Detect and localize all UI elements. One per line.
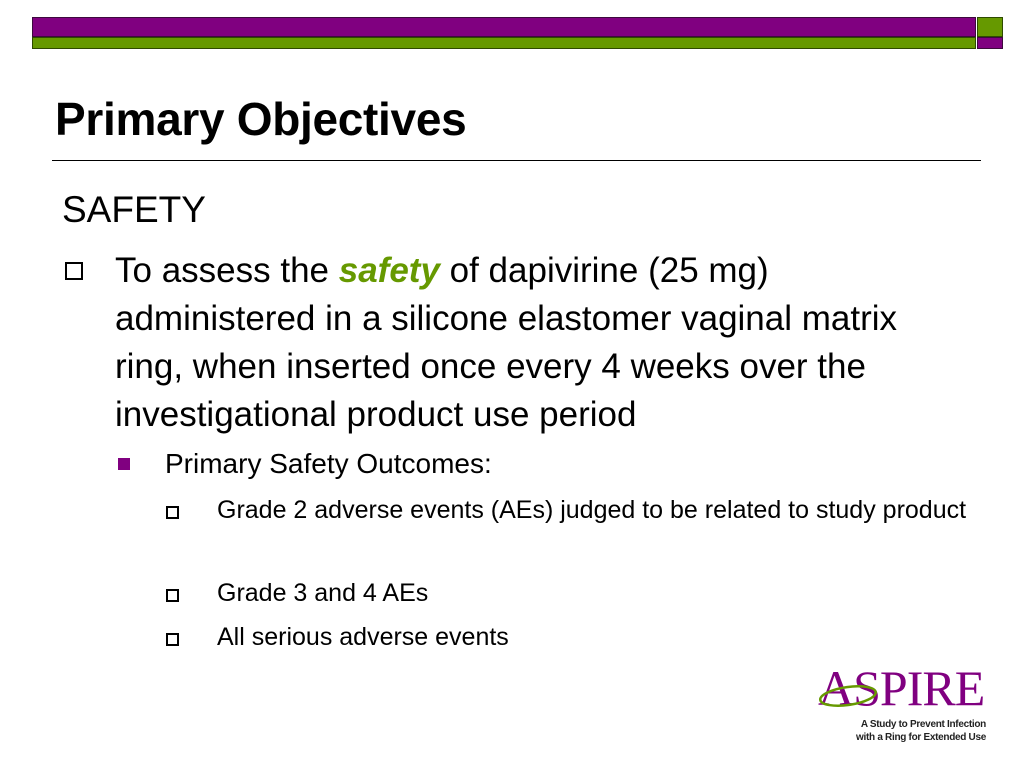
outcome-item: All serious adverse events: [217, 623, 509, 651]
logo-tagline-line-2: with a Ring for Extended Use: [856, 732, 986, 743]
title-divider: [52, 160, 981, 161]
objective-text: [115, 247, 965, 439]
logo-tagline: [856, 718, 986, 744]
logo-tagline-line-1: A Study to Prevent Infection: [860, 719, 986, 730]
hollow-square-bullet-icon: [166, 589, 179, 602]
objective-text-lead: To assess the: [115, 251, 339, 290]
slide-title: Primary Objectives: [55, 93, 467, 145]
hollow-square-bullet-icon: [166, 506, 179, 519]
header-square-purple: [977, 37, 1003, 49]
aspire-logo: [818, 660, 990, 746]
ring-swoosh-icon: [818, 674, 888, 714]
section-heading: SAFETY: [62, 189, 206, 230]
hollow-square-bullet-icon: [65, 262, 83, 280]
hollow-square-bullet-icon: [166, 633, 179, 646]
header-bar-green: [32, 37, 976, 49]
logo-wordmark: ASPIRE: [818, 660, 985, 716]
outcome-item: Grade 2 adverse events (AEs) judged to be related to study product: [217, 496, 967, 524]
outcome-item: Grade 3 and 4 AEs: [217, 579, 429, 607]
objective-accent-word: safety: [338, 251, 440, 290]
filled-square-bullet-icon: [118, 458, 130, 470]
outcomes-heading: Primary Safety Outcomes:: [165, 448, 492, 479]
header-bar-purple: [32, 17, 976, 37]
objective-text-rest: of dapivirine (25 mg) administered in a silicone elastomer vaginal matrix ring, when inserted once every 4 weeks over the investigational product use period: [115, 251, 898, 434]
header-square-green: [977, 17, 1003, 37]
